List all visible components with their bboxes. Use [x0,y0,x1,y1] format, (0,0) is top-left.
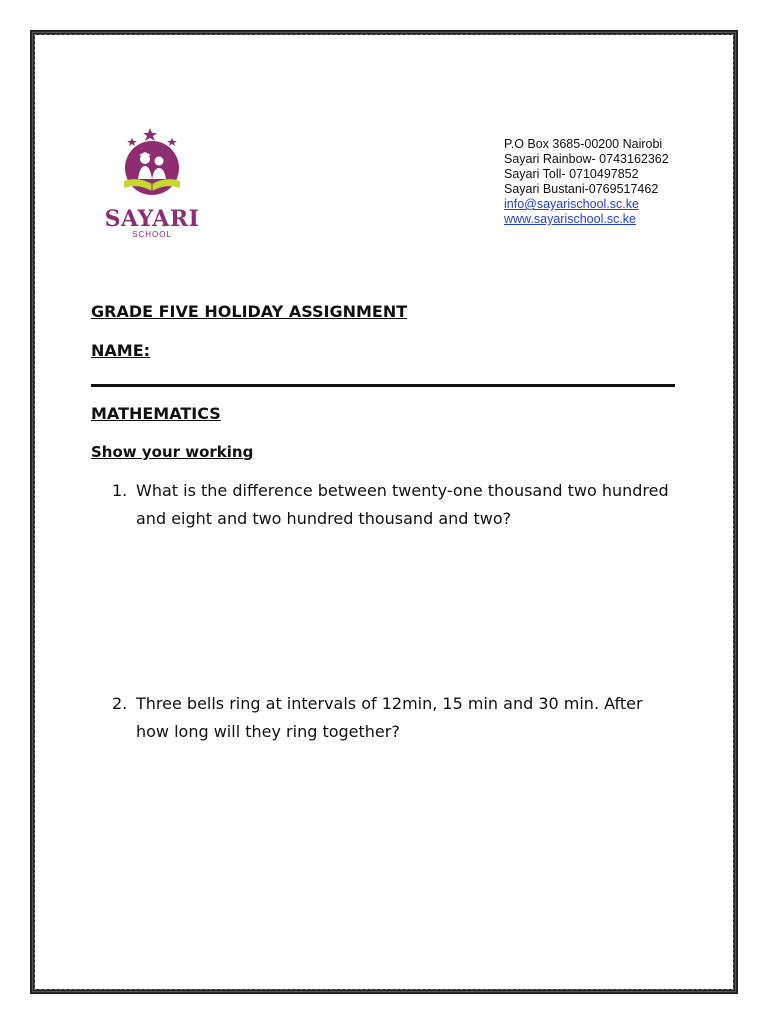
name-answer-line [91,384,675,387]
question-number: 1. [112,481,128,500]
question-item [112,690,672,746]
school-logo [104,126,200,244]
contact-email-link[interactable]: info@sayarischool.sc.ke [504,197,639,211]
logo-emblem-icon [104,126,200,206]
name-label: NAME: [91,341,151,360]
contact-block [504,137,669,227]
contact-po-box: P.O Box 3685-00200 Nairobi [504,137,663,151]
logo-subtitle: SCHOOL [132,230,172,239]
contact-website-link[interactable]: www.sayarischool.sc.ke [504,212,636,226]
assignment-title: GRADE FIVE HOLIDAY ASSIGNMENT [91,302,408,321]
question-item [112,477,672,533]
logo-name: SAYARI [104,206,200,232]
question-text: Three bells ring at intervals of 12min, 15 min and 30 min. After how long will they ring together? [136,694,643,741]
contact-toll: Sayari Toll- 0710497852 [504,167,639,181]
contact-rainbow: Sayari Rainbow- 0743162362 [504,152,669,166]
contact-bustani: Sayari Bustani-0769517462 [504,182,659,196]
question-text: What is the difference between twenty-one thousand two hundred and eight and two hundred thousand and two? [136,481,669,528]
subject-heading: MATHEMATICS [91,404,221,423]
instruction-heading: Show your working [91,443,254,461]
question-number: 2. [112,694,128,713]
